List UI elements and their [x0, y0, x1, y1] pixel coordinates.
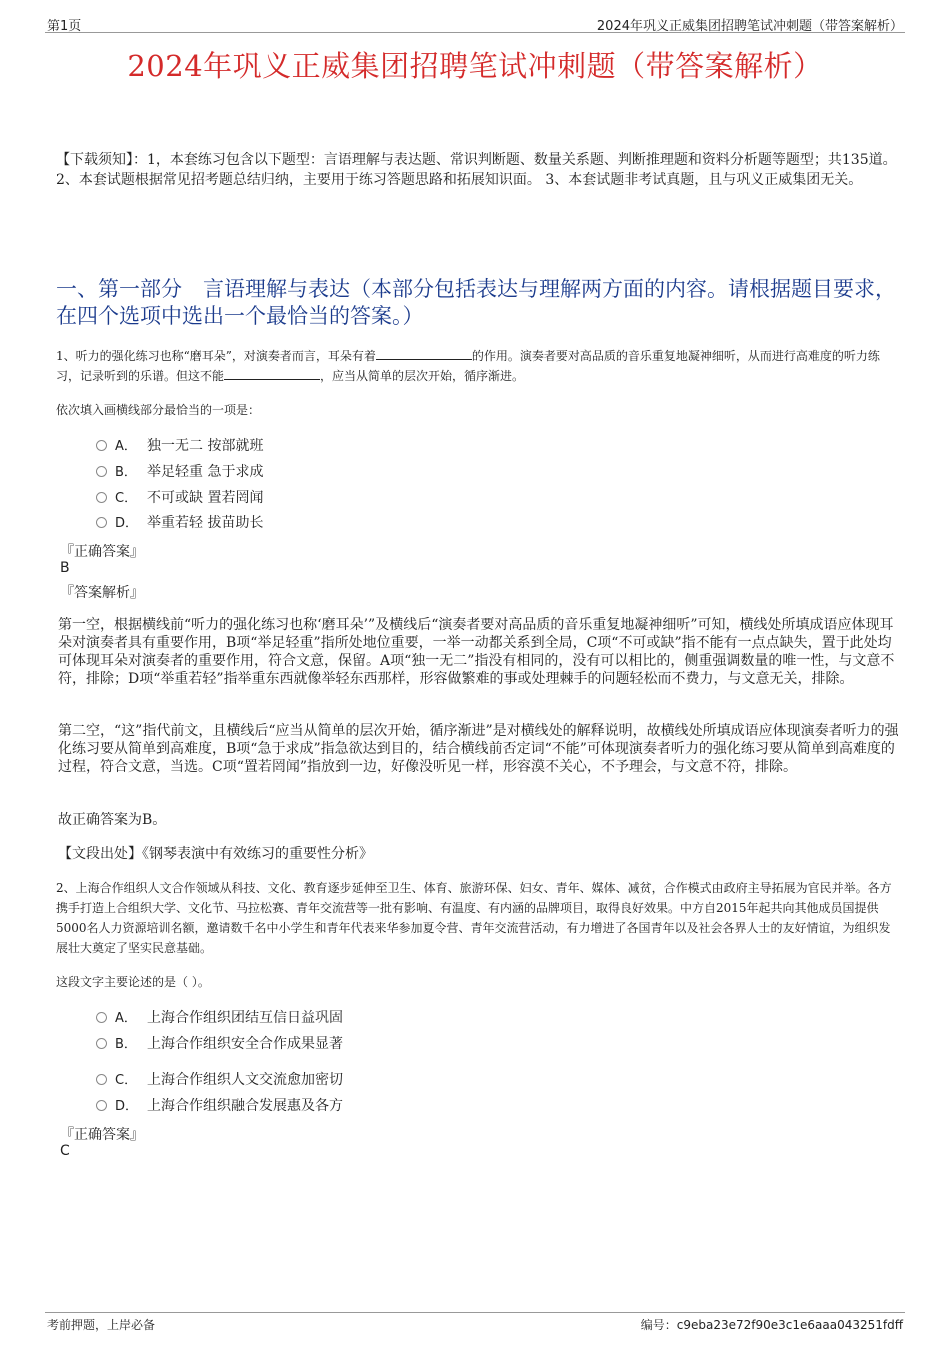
- page-header: [45, 14, 905, 33]
- q2-option-c[interactable]: C． 上海合作组织人文交流愈加密切: [96, 1070, 343, 1090]
- q2-answer-label: 『正确答案』: [60, 1127, 144, 1143]
- q2-option-b[interactable]: B． 上海合作组织安全合作成果显著: [96, 1034, 343, 1054]
- q2-option-d[interactable]: D． 上海合作组织融合发展惠及各方: [96, 1096, 343, 1116]
- footer-slogan: 考前押题，上岸必备: [47, 1318, 156, 1332]
- blank-2: [224, 366, 320, 380]
- page-title: 2024年巩义正威集团招聘笔试冲刺题（带答案解析）: [127, 49, 823, 83]
- footer-code: 编号：c9eba23e72f90e3c1e6aaa043251fdff: [640, 1318, 903, 1332]
- q1-option-c[interactable]: C． 不可或缺 置若罔闻: [96, 488, 263, 508]
- radio-icon[interactable]: [96, 466, 107, 477]
- section-heading: 一、第一部分 言语理解与表达（本部分包括表达与理解两方面的内容。请根据题目要求，在四个选项中选出一个最恰当的答案。）: [56, 277, 896, 328]
- download-notice: 【下载须知】：1，本套练习包含以下题型：言语理解与表达题、常识判断题、数量关系题、判断推理题和资料分析题等题型；共135道。 2、本套试题根据常见招考题总结归纳，主要用于练习答题思路和拓展知识面。 3、本套试题非考试真题，且与巩义正威集团无关。: [56, 152, 897, 188]
- page-number: 第1页: [47, 19, 82, 34]
- q1-option-b[interactable]: B． 举足轻重 急于求成: [96, 462, 263, 482]
- radio-icon[interactable]: [96, 1038, 107, 1049]
- q1-answer-label: 『正确答案』: [60, 544, 144, 560]
- q2-option-a[interactable]: A． 上海合作组织团结互信日益巩固: [96, 1008, 343, 1028]
- radio-icon[interactable]: [96, 1100, 107, 1111]
- question-1-stem: 1、听力的强化练习也称“磨耳朵”，对演奏者而言，耳朵有着 的作用。演奏者要对高品质的音乐重复地凝神细听，从而进行高难度的听力练习，记录听到的乐谱。但这不能 ，应当从简单的层次开始，循序渐进。: [56, 346, 900, 386]
- radio-icon[interactable]: [96, 517, 107, 528]
- blank-1: [376, 346, 472, 360]
- q1-analysis-paragraph-2: 第二空，“这”指代前文，且横线后“应当从简单的层次开始，循序渐进”是对横线处的解释说明，故横线处所填成语应体现演奏者听力的强化练习要从简单到高难度，B项“急于求成”指急欲达到目的，结合横线前否定词“不能”可体现演奏者听力的强化练习要从简单到高难度的过程，符合文意，当选。C项“置若罔闻”指放到一边，好像没听见一样，形容漠不关心，不予理会，与文意不符，排除。: [58, 723, 899, 775]
- radio-icon[interactable]: [96, 1074, 107, 1085]
- question-2-prompt: 这段文字主要论述的是（ ）。: [56, 975, 210, 989]
- radio-icon[interactable]: [96, 440, 107, 451]
- q1-conclusion: 故正确答案为B。: [58, 812, 167, 828]
- q1-analysis-paragraph-1: 第一空，根据横线前“听力的强化练习也称‘磨耳朵’”及横线后“演奏者要对高品质的音乐重复地凝神细听”可知，横线处所填成语应体现耳朵对演奏者具有重要作用，B项“举足轻重”指所处地位重要，一举一动都关系到全局，C项“不可或缺”指不能有一点点缺失，置于此处均可体现耳朵对演奏者的重要作用，符合文意，保留。A项“独一无二”指没有相同的，没有可以相比的，侧重强调数量的唯一性，与文意不符，排除；D项“举重若轻”指举重东西就像举轻东西那样，形容做繁难的事或处理棘手的问题轻松而不费力，与文意无关，排除。: [58, 617, 895, 687]
- q1-analysis-label: 『答案解析』: [60, 585, 144, 601]
- question-1-prompt: 依次填入画横线部分最恰当的一项是：: [56, 403, 261, 417]
- q1-answer: B: [60, 560, 70, 576]
- question-2-stem: 2、上海合作组织人文合作领域从科技、文化、教育逐步延伸至卫生、体育、旅游环保、妇女、青年、媒体、减贫，合作模式由政府主导拓展为官民并举。各方携手打造上合组织大学、文化节、马拉松赛、青年交流营等一批有影响、有温度、有内涵的品牌项目，取得良好效果。中方自2015年起共向其他成员国提供5000名人力资源培训名额，邀请数千名中小学生和青年代表来华参加夏令营、青年交流营活动，有力增进了各国青年以及社会各界人士的友好情谊，为组织发展壮大奠定了坚实民意基础。: [56, 881, 892, 955]
- q1-option-d[interactable]: D． 举重若轻 拔苗助长: [96, 513, 263, 533]
- q2-answer: C: [60, 1143, 70, 1159]
- radio-icon[interactable]: [96, 1012, 107, 1023]
- radio-icon[interactable]: [96, 492, 107, 503]
- page-footer: [45, 1312, 905, 1333]
- q1-option-a[interactable]: A． 独一无二 按部就班: [96, 436, 263, 456]
- header-doc-title: 2024年巩义正威集团招聘笔试冲刺题（带答案解析）: [596, 19, 903, 34]
- q1-source: 【文段出处】《钢琴表演中有效练习的重要性分析》: [58, 846, 373, 862]
